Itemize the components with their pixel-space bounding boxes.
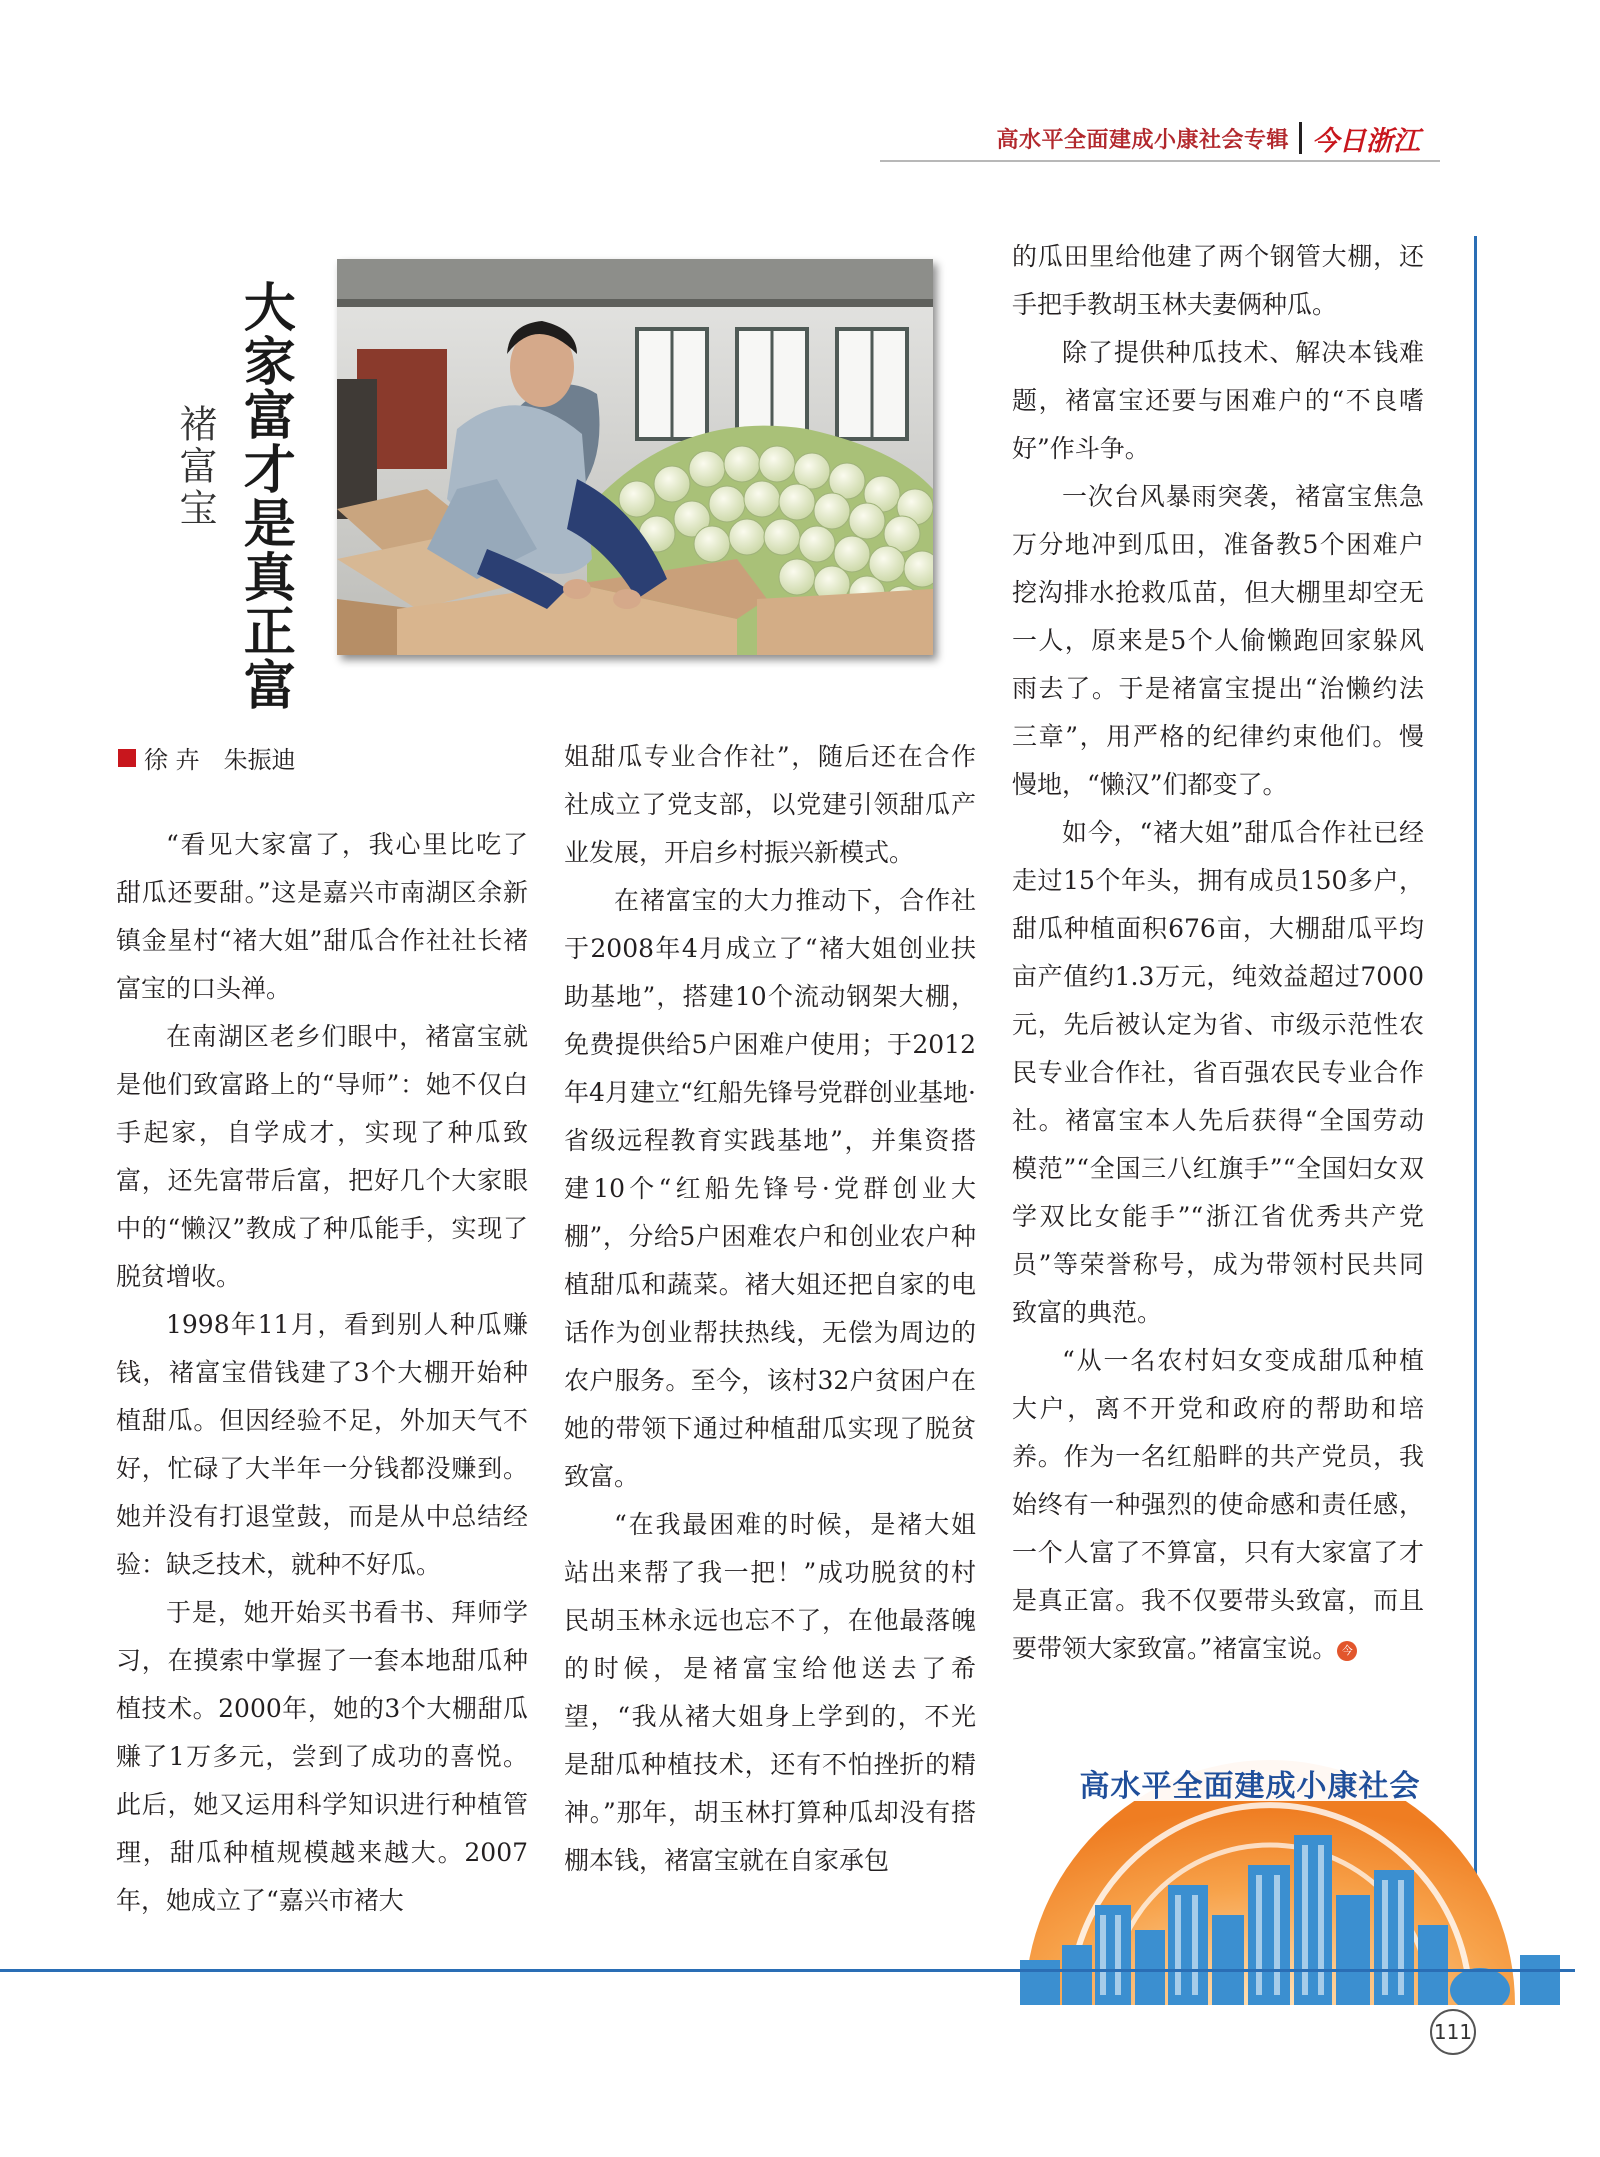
section-title: 高水平全面建成小康社会专辑 <box>996 127 1289 153</box>
text-column-3 <box>1012 233 1424 1673</box>
paragraph: 除了提供种瓜技术、解决本钱难题，褚富宝还要与困难户的“不良嗜好”作斗争。 <box>1012 338 1424 463</box>
paragraph-continued: 姐甜瓜专业合作社”，随后还在合作社成立了党支部，以党建引领甜瓜产业发展，开启乡村振兴新模式。 <box>564 742 976 867</box>
end-mark-icon: 今 <box>1337 1641 1357 1661</box>
article-subject: 褚富宝 <box>173 404 217 530</box>
final-text: “从一名农村妇女变成甜瓜种植大户，离不开党和政府的帮助和培养。作为一名红船畔的共产党员，我始终有一种强烈的使命感和责任感，一个人富了不算富，只有大家富了才是真正富。我不仅要带头致富，而且要带领大家致富。”褚富宝说。 <box>1012 1346 1424 1663</box>
magazine-logo: 今日浙江 <box>1312 125 1420 157</box>
theme-badge <box>1000 1735 1600 2005</box>
header-underline <box>880 160 1440 162</box>
paragraph: 在南湖区老乡们眼中，褚富宝就是他们致富路上的“导师”：她不仅白手起家，自学成才，实现了种瓜致富，还先富带后富，把好几个大家眼中的“懒汉”教成了种瓜能手，实现了脱贫增收。 <box>116 1022 528 1291</box>
byline-marker <box>118 749 136 767</box>
paragraph: 1998年11月，看到别人种瓜赚钱，褚富宝借钱建了3个大棚开始种植甜瓜。但因经验不足，外加天气不好，忙碌了大半年一分钱都没赚到。她并没有打退堂鼓，而是从中总结经验：缺乏技术，就种不好瓜。 <box>116 1310 528 1579</box>
text-column-2 <box>564 733 976 1885</box>
running-header <box>996 118 1420 158</box>
text-column-1 <box>116 821 528 1925</box>
header-divider <box>1299 122 1302 154</box>
photo-illustration <box>337 259 933 655</box>
article-title: 大家富才是真正富 <box>234 280 296 712</box>
paragraph: 在褚富宝的大力推动下，合作社于2008年4月成立了“褚大姐创业扶助基地”，搭建10个流动钢架大棚，免费提供给5户困难户使用；于2012年4月建立“红船先锋号党群创业基地·省级远程教育实践基地”，并集资搭建10个“红船先锋号·党群创业大棚”，分给5户困难农户和创业农户种植甜瓜和蔬菜。褚大姐还把自家的电话作为创业帮扶热线，无偿为周边的农户服务。至今，该村32户贫困户在她的带领下通过种植甜瓜实现了脱贫致富。 <box>564 886 976 1491</box>
paragraph: 一次台风暴雨突袭，褚富宝焦急万分地冲到瓜田，准备教5个困难户挖沟排水抢救瓜苗，但大棚里却空无一人，原来是5个人偷懒跑回家躲风雨去了。于是褚富宝提出“治懒约法三章”，用严格的纪律约束他们。慢慢地，“懒汉”们都变了。 <box>1012 482 1424 799</box>
paragraph: 如今，“褚大姐”甜瓜合作社已经走过15个年头，拥有成员150多户，甜瓜种植面积676亩，大棚甜瓜平均亩产值约1.3万元，纯效益超过7000元，先后被认定为省、市级示范性农民专业合作社，省百强农民专业合作社。褚富宝本人先后获得“全国劳动模范”“全国三八红旗手”“全国妇女双学双比女能手”“浙江省优秀共产党员”等荣誉称号，成为带领村民共同致富的典范。 <box>1012 818 1424 1327</box>
paragraph-final <box>1012 1337 1424 1673</box>
paragraph: “看见大家富了，我心里比吃了甜瓜还要甜。”这是嘉兴市南湖区余新镇金星村“褚大姐”甜瓜合作社社长褚富宝的口头禅。 <box>116 830 528 1003</box>
page-number: 111 <box>1430 2009 1476 2055</box>
paragraph: 于是，她开始买书看书、拜师学习，在摸索中掌握了一套本地甜瓜种植技术。2000年，她的3个大棚甜瓜赚了1万多元，尝到了成功的喜悦。此后，她又运用科学知识进行种植管理，甜瓜种植规模越来越大。2007年，她成立了“嘉兴市褚大 <box>116 1598 528 1915</box>
author-names: 徐 卉 朱振迪 <box>144 746 296 774</box>
byline <box>118 740 296 775</box>
badge-title: 高水平全面建成小康社会 <box>1079 1769 1421 1804</box>
footer-rule <box>0 1969 1575 1972</box>
paragraph-continued: 的瓜田里给他建了两个钢管大棚，还手把手教胡玉林夫妻俩种瓜。 <box>1012 242 1424 319</box>
column-rule <box>1474 236 1477 1876</box>
article-photo <box>337 259 933 655</box>
paragraph: “在我最困难的时候，是褚大姐站出来帮了我一把！”成功脱贫的村民胡玉林永远也忘不了，在他最落魄的时候，是褚富宝给他送去了希望，“我从褚大姐身上学到的，不光是甜瓜种植技术，还有不怕挫折的精神。”那年，胡玉林打算种瓜却没有搭棚本钱，褚富宝就在自家承包 <box>564 1510 976 1875</box>
